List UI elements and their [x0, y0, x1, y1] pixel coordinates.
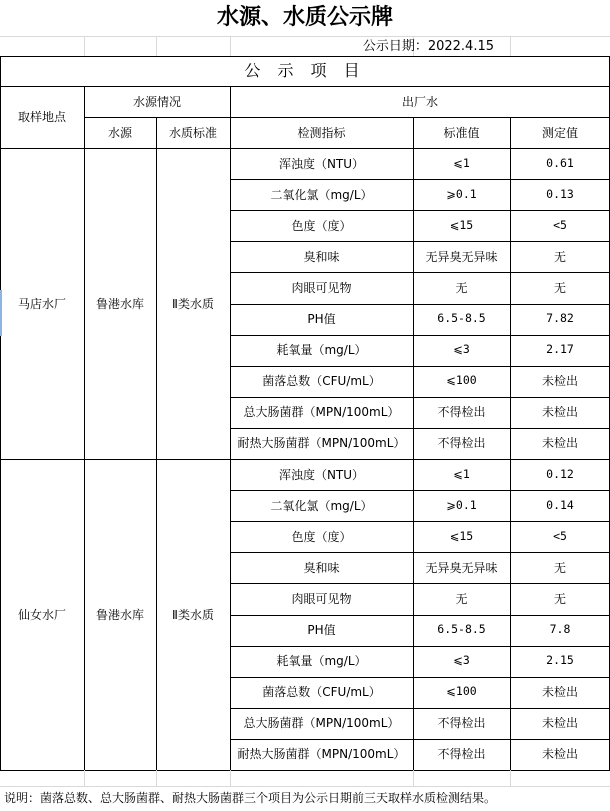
- cell-indicator[interactable]: 臭和味: [303, 249, 340, 264]
- plant-name[interactable]: 马店水厂: [17, 296, 66, 311]
- cell-standard[interactable]: ⩽3: [453, 342, 470, 357]
- cell-standard[interactable]: ⩽1: [453, 466, 470, 481]
- header-indicator[interactable]: 检测指标: [297, 125, 346, 140]
- cell-indicator[interactable]: 耗氧量（mg/L）: [276, 654, 367, 669]
- cell-standard[interactable]: 不得检出: [437, 405, 486, 420]
- cell-indicator[interactable]: 浑浊度（NTU）: [278, 467, 365, 482]
- cell-indicator[interactable]: 耗氧量（mg/L）: [276, 343, 367, 358]
- cell-measured[interactable]: 未检出: [541, 405, 578, 420]
- header-standard-value[interactable]: 标准值: [443, 125, 480, 140]
- cell-measured[interactable]: 无: [553, 591, 566, 606]
- header-location[interactable]: 取样地点: [17, 110, 66, 124]
- cell-indicator[interactable]: 肉眼可见物: [291, 280, 352, 295]
- cell-standard[interactable]: ⩾0.1: [446, 186, 477, 201]
- cell-measured[interactable]: 未检出: [541, 747, 578, 762]
- page-title[interactable]: 水源、水质公示牌: [216, 5, 393, 30]
- cell-standard[interactable]: ⩾0.1: [446, 497, 477, 512]
- cell-standard[interactable]: ⩽15: [449, 217, 474, 232]
- cell-standard[interactable]: 6.5-8.5: [437, 622, 486, 637]
- cell-standard[interactable]: ⩽15: [449, 528, 474, 543]
- cell-indicator[interactable]: 色度（度）: [291, 218, 352, 233]
- cell-measured[interactable]: 未检出: [541, 685, 578, 700]
- header-outlet-water[interactable]: 出厂水: [401, 94, 438, 109]
- cell-standard[interactable]: ⩽3: [453, 653, 470, 668]
- plant-name[interactable]: 仙女水厂: [17, 607, 66, 622]
- cell-measured[interactable]: 2.17: [546, 342, 574, 357]
- cell-measured[interactable]: 0.13: [546, 186, 574, 201]
- plant-quality-class[interactable]: Ⅱ类水质: [172, 607, 214, 622]
- cell-standard[interactable]: ⩽100: [446, 684, 477, 699]
- cell-standard[interactable]: ⩽1: [453, 155, 470, 170]
- cell-standard[interactable]: 无: [455, 280, 468, 295]
- row-selection-marker: [0, 290, 2, 336]
- cell-standard[interactable]: 不得检出: [437, 716, 486, 731]
- cell-indicator[interactable]: PH值: [307, 623, 336, 638]
- header-source[interactable]: 水源: [107, 125, 132, 140]
- cell-standard[interactable]: 不得检出: [437, 436, 486, 451]
- cell-measured[interactable]: 未检出: [541, 716, 578, 731]
- cell-indicator[interactable]: 色度（度）: [291, 529, 352, 544]
- plant-water-source[interactable]: 鲁港水库: [95, 296, 144, 311]
- cell-standard[interactable]: 无异臭无异味: [425, 249, 498, 264]
- plant-quality-class[interactable]: Ⅱ类水质: [172, 296, 214, 311]
- section-banner[interactable]: 公 示 项 目: [244, 61, 366, 80]
- cell-measured[interactable]: 0.12: [546, 466, 574, 481]
- cell-measured[interactable]: 无: [553, 560, 566, 575]
- publish-date[interactable]: 公示日期：2022.4.15: [362, 38, 494, 54]
- cell-indicator[interactable]: 浑浊度（NTU）: [278, 156, 365, 171]
- cell-measured[interactable]: <5: [553, 217, 567, 232]
- cell-standard[interactable]: 6.5-8.5: [437, 311, 486, 326]
- cell-measured[interactable]: 7.8: [549, 622, 571, 637]
- cell-measured[interactable]: 无: [553, 280, 566, 295]
- cell-standard[interactable]: 无异臭无异味: [425, 560, 498, 575]
- cell-measured[interactable]: 未检出: [541, 436, 578, 451]
- cell-indicator[interactable]: PH值: [307, 312, 336, 327]
- cell-indicator[interactable]: 耐热大肠菌群（MPN/100mL）: [237, 436, 406, 451]
- cell-indicator[interactable]: 臭和味: [303, 560, 340, 575]
- header-measured-value[interactable]: 测定值: [541, 125, 578, 140]
- cell-indicator[interactable]: 菌落总数（CFU/mL）: [262, 374, 381, 389]
- cell-measured[interactable]: 0.14: [546, 497, 574, 512]
- cell-measured[interactable]: 7.82: [546, 311, 574, 326]
- header-source-group[interactable]: 水源情况: [132, 94, 181, 109]
- cell-measured[interactable]: <5: [553, 528, 567, 543]
- cell-indicator[interactable]: 二氧化氯（mg/L）: [270, 498, 373, 513]
- cell-indicator[interactable]: 总大肠菌群（MPN/100mL）: [243, 716, 400, 731]
- footnote[interactable]: 说明：菌落总数、总大肠菌群、耐热大肠菌群三个项目为公示日期前三天取样水质检测结果。: [4, 791, 497, 805]
- cell-indicator[interactable]: 总大肠菌群（MPN/100mL）: [243, 405, 400, 420]
- cell-standard[interactable]: 不得检出: [437, 747, 486, 762]
- cell-measured[interactable]: 未检出: [541, 374, 578, 389]
- cell-indicator[interactable]: 二氧化氯（mg/L）: [270, 187, 373, 202]
- header-quality-standard[interactable]: 水质标准: [168, 125, 217, 140]
- cell-measured[interactable]: 无: [553, 249, 566, 264]
- cell-standard[interactable]: 无: [455, 591, 468, 606]
- cell-indicator[interactable]: 耐热大肠菌群（MPN/100mL）: [237, 747, 406, 762]
- cell-standard[interactable]: ⩽100: [446, 373, 477, 388]
- cell-indicator[interactable]: 肉眼可见物: [291, 591, 352, 606]
- cell-indicator[interactable]: 菌落总数（CFU/mL）: [262, 685, 381, 700]
- cell-measured[interactable]: 0.61: [546, 155, 574, 170]
- cell-measured[interactable]: 2.15: [546, 653, 574, 668]
- plant-water-source[interactable]: 鲁港水库: [95, 607, 144, 622]
